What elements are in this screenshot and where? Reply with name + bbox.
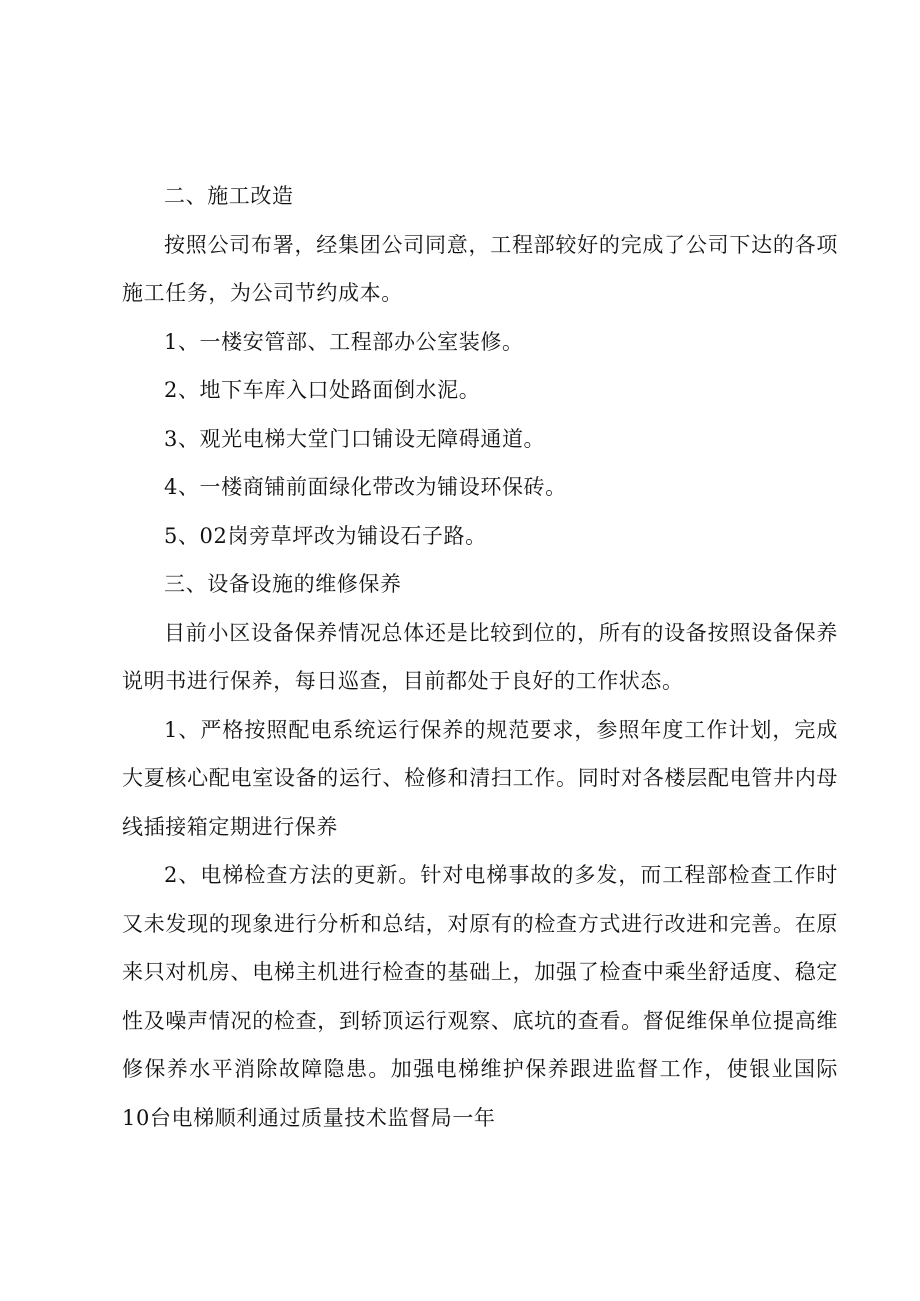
list-item: 1、一楼安管部、工程部办公室装修。	[164, 329, 524, 354]
list-item: 5、02岗旁草坪改为铺设石子路。	[164, 523, 487, 548]
paragraph-power-maintenance: 1、严格按照配电系统运行保养的规范要求，参照年度工作计划，完成大夏核心配电室设备的运行、检修和清扫工作。同时对各楼层配电管井内母线插接箱定期进行保养	[122, 717, 838, 839]
paragraph-construction-intro: 按照公司布署，经集团公司同意，工程部较好的完成了公司下达的各项施工任务，为公司节约成本。	[122, 232, 838, 305]
section-heading-construction: 二、施工改造	[164, 184, 294, 208]
paragraph-elevator-inspection: 2、电梯检查方法的更新。针对电梯事故的多发，而工程部检查工作时又未发现的现象进行分析和总结，对原有的检查方式进行改进和完善。在原来只对机房、电梯主机进行检查的基础上，加强了检查中乘坐舒适度、稳定性及噪声情况的检查，到轿顶运行观察、底坑的查看。督促维保单位提高维修保养水平消除故障隐患。加强电梯维护保养跟进监督工作，使银业国际10台电梯顺利通过质量技术监督局一年	[122, 863, 838, 1130]
list-item: 2、地下车库入口处路面倒水泥。	[164, 378, 481, 402]
paragraph-maintenance-intro: 目前小区设备保养情况总体还是比较到位的，所有的设备按照设备保养说明书进行保养，每日巡查，目前都处于良好的工作状态。	[122, 620, 838, 693]
list-item: 4、一楼商铺前面绿化带改为铺设环保砖。	[164, 475, 567, 499]
document-body	[122, 172, 838, 1142]
section-heading-maintenance: 三、设备设施的维修保养	[164, 572, 402, 596]
list-item: 3、观光电梯大堂门口铺设无障碍通道。	[164, 426, 546, 451]
